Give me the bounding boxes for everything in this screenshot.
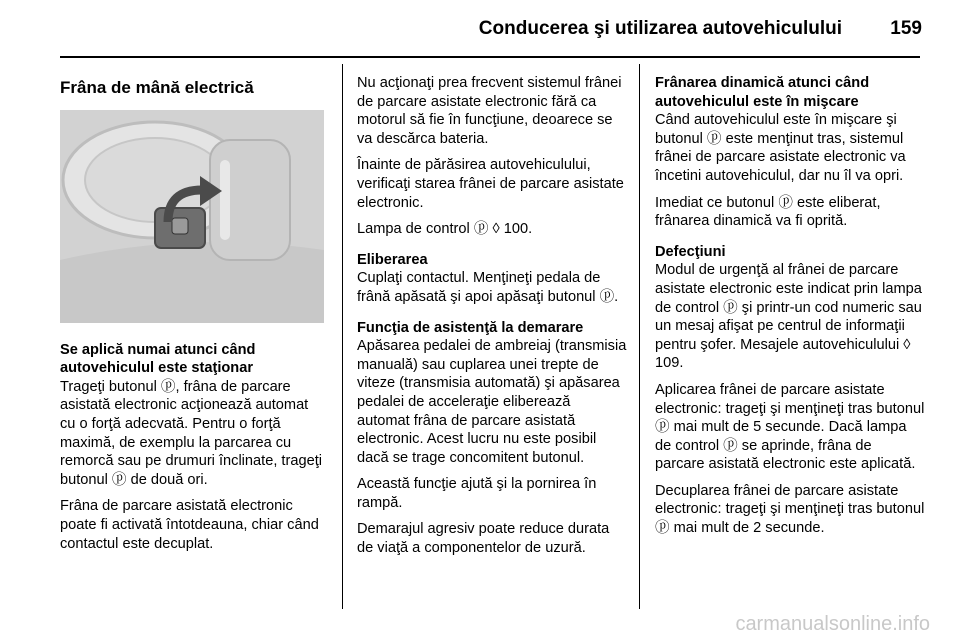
paragraph: Aplicarea frânei de parcare asistate electronic: trageţi şi menţineţi tras butonul ⓟ mai mult de 5 secunde. Dacă lampa de control ⓟ se aprinde, frâna de parcare asistată electronic este aplicată.	[655, 381, 925, 473]
subheading: Frânarea dinamică atunci când autovehiculul este în mişcare	[655, 75, 870, 110]
paragraph: Modul de urgenţă al frânei de parcare asistate electronic este indicat prin lampa de control ⓟ şi printr-un cod numeric sau un mesaj afişat pe centrul de informaţii pentru şofer. Mesajele autovehiculului ◊ 109.	[655, 262, 922, 372]
paragraph: Imediat ce butonul ⓟ este eliberat, frânarea dinamică va fi oprită.	[655, 194, 881, 230]
watermark: carmanualsonline.info	[735, 613, 930, 635]
paragraph: Nu acţionaţi prea frecvent sistemul frânei de parcare asistate electronic fără ca motorul să fie în funcţiune, deoarece se va descărca bateria.	[357, 75, 622, 147]
page-header	[0, 0, 960, 60]
paragraph: Această funcţie ajută şi la pornirea în rampă.	[357, 476, 597, 511]
subheading: Eliberarea	[357, 251, 428, 268]
chapter-title: Conducerea şi utilizarea autovehiculului	[478, 18, 842, 39]
paragraph: Frâna de parcare asistată electronic poate fi activată întotdeauna, chiar când contactul este decuplat.	[60, 498, 319, 552]
column-1	[60, 74, 326, 561]
paragraph: Cuplaţi contactul. Menţineţi pedala de frână apăsată şi apoi apăsaţi butonul ⓟ.	[357, 270, 619, 305]
paragraph: Lampa de control ⓟ ◊ 100.	[357, 221, 533, 238]
column-3	[655, 74, 925, 546]
paragraph: Demarajul agresiv poate reduce durata de viaţă a componentelor de uzură.	[357, 521, 610, 557]
paragraph: Apăsarea pedalei de ambreiaj (transmisia manuală) sau cuplarea unei trepte de viteze (transmisia automată) şi apăsarea pedalei de acceleraţie eliberează automat frâna de parcare asistată electronic. Acest lucru nu este posibil dacă se trage concomitent butonul.	[357, 338, 627, 466]
parking-brake-illustration	[60, 110, 324, 323]
subheading: Defecţiuni	[655, 243, 726, 260]
subheading: Se aplică numai atunci când autovehiculul este staţionar	[60, 341, 256, 377]
paragraph: Înainte de părăsirea autovehiculului, verificaţi starea frânei de parcare asistate electronic.	[357, 157, 624, 211]
section-title: Frâna de mână electrică	[60, 78, 254, 97]
column-2	[357, 74, 627, 566]
paragraph: Trageţi butonul ⓟ, frâna de parcare asistată electronic acţionează automat cu o forţă adecvată. Pentru o forţă maximă, de exemplu la parcarea cu remorcă sau pe drumuri înclinate, trageţi butonul ⓟ de două ori.	[60, 378, 322, 488]
paragraph: Când autovehiculul este în mişcare şi butonul ⓟ este menţinut tras, sistemul frânei de parcare asistate electronic va încetini autovehiculul, dar nu îl va opri.	[655, 112, 906, 184]
paragraph: Decuplarea frânei de parcare asistate electronic: trageţi şi menţineţi tras butonul ⓟ mai mult de 2 secunde.	[655, 482, 925, 537]
column-divider-2	[639, 64, 640, 609]
subheading: Funcţia de asistenţă la demarare	[357, 319, 584, 336]
parking-brake-switch-drawing	[60, 110, 324, 323]
header-divider	[60, 56, 920, 58]
page-number: 159	[890, 18, 922, 39]
column-divider-1	[342, 64, 343, 609]
